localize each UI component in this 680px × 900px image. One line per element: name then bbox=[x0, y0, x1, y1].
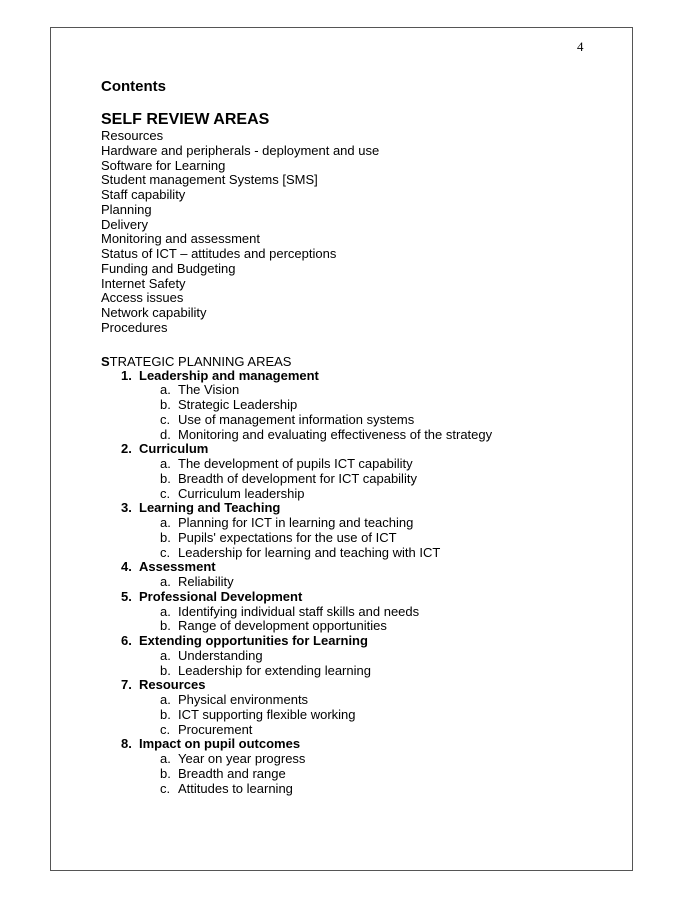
self-review-item: Monitoring and assessment bbox=[101, 231, 260, 247]
section-title: Assessment bbox=[139, 559, 216, 575]
self-review-item: Staff capability bbox=[101, 187, 186, 202]
strategic-subitem bbox=[101, 723, 492, 738]
strategic-section bbox=[101, 590, 492, 605]
strategic-section bbox=[101, 369, 492, 384]
self-review-item: Resources bbox=[101, 128, 164, 143]
strategic-section bbox=[101, 737, 492, 752]
subitem-letter: d. bbox=[160, 426, 171, 442]
strategic-subitem bbox=[101, 413, 492, 428]
strategic-list bbox=[101, 369, 492, 797]
subitem-text: Range of development opportunities bbox=[178, 618, 387, 634]
subitem-text: Reliability bbox=[178, 574, 234, 589]
contents bbox=[101, 78, 492, 796]
section-number: 4. bbox=[121, 559, 132, 575]
self-review-heading: SELF REVIEW AREAS bbox=[101, 111, 270, 128]
strategic-section bbox=[101, 560, 492, 575]
section-number: 7. bbox=[121, 677, 132, 693]
subitem-letter: c. bbox=[160, 485, 171, 501]
subitem-text: Understanding bbox=[178, 647, 263, 663]
subitem-letter: b. bbox=[160, 706, 171, 722]
subitem-letter: a. bbox=[160, 603, 171, 619]
strategic-subitem bbox=[101, 531, 492, 546]
subitem-text: Use of management information systems bbox=[178, 411, 415, 427]
strategic-heading: STRATEGIC PLANNING AREAS bbox=[101, 353, 292, 369]
subitem-text: The Vision bbox=[178, 382, 240, 398]
section-number: 1. bbox=[121, 367, 132, 383]
section-title: Impact on pupil outcomes bbox=[139, 736, 301, 752]
subitem-letter: c. bbox=[160, 780, 171, 796]
strategic-subitem bbox=[101, 767, 492, 782]
strategic-section bbox=[101, 501, 492, 516]
subitem-letter: b. bbox=[160, 529, 171, 545]
subitem-text: Strategic Leadership bbox=[178, 397, 298, 412]
subitem-letter: a. bbox=[160, 515, 171, 530]
subitem-text: Procurement bbox=[178, 721, 253, 737]
subitem-letter: a. bbox=[160, 647, 171, 663]
self-review-list bbox=[101, 129, 492, 336]
subitem-text: Pupils' expectations for the use of ICT bbox=[178, 529, 397, 545]
subitem-letter: a. bbox=[160, 382, 171, 398]
self-review-item: Network capability bbox=[101, 305, 207, 320]
section-title: Professional Development bbox=[139, 588, 303, 604]
self-review-item: Internet Safety bbox=[101, 275, 186, 291]
strategic-subitem bbox=[101, 605, 492, 620]
strategic-subitem bbox=[101, 428, 492, 443]
subitem-letter: b. bbox=[160, 618, 171, 634]
strategic-subitem bbox=[101, 752, 492, 767]
subitem-text: Year on year progress bbox=[178, 751, 306, 766]
section-title: Learning and Teaching bbox=[139, 500, 281, 516]
strategic-subitem bbox=[101, 546, 492, 561]
section-number: 6. bbox=[121, 633, 132, 648]
section-title: Resources bbox=[139, 677, 206, 693]
subitem-letter: b. bbox=[160, 662, 171, 678]
subitem-letter: a. bbox=[160, 751, 171, 766]
subitem-letter: b. bbox=[160, 470, 171, 486]
subitem-letter: c. bbox=[160, 544, 171, 560]
strategic-subitem bbox=[101, 782, 492, 797]
strategic-subitem bbox=[101, 619, 492, 634]
strategic-section bbox=[101, 634, 492, 649]
strategic-subitem bbox=[101, 708, 492, 723]
self-review-item: Funding and Budgeting bbox=[101, 260, 236, 276]
subitem-letter: a. bbox=[160, 456, 171, 471]
strategic-subitem bbox=[101, 472, 492, 487]
subitem-text: Identifying individual staff skills and needs bbox=[178, 603, 420, 619]
subitem-text: ICT supporting flexible working bbox=[178, 706, 356, 722]
self-review-item: Planning bbox=[101, 201, 152, 217]
subitem-text: Curriculum leadership bbox=[178, 485, 305, 501]
subitem-text: Attitudes to learning bbox=[178, 780, 293, 796]
subitem-letter: a. bbox=[160, 574, 171, 589]
subitem-text: Breadth and range bbox=[178, 765, 286, 781]
page-number: 4 bbox=[577, 39, 584, 54]
subitem-text: Breadth of development for ICT capability bbox=[178, 470, 417, 486]
contents-title: Contents bbox=[101, 78, 166, 95]
self-review-item: Status of ICT – attitudes and perceptions bbox=[101, 246, 337, 261]
strategic-subitem bbox=[101, 457, 492, 472]
section-title: Curriculum bbox=[139, 441, 209, 457]
strategic-subitem bbox=[101, 693, 492, 708]
strategic-subitem bbox=[101, 383, 492, 398]
strategic-section bbox=[101, 442, 492, 457]
strategic-subitem bbox=[101, 649, 492, 664]
subitem-text: Physical environments bbox=[178, 692, 309, 707]
section-title: Leadership and management bbox=[139, 367, 319, 383]
strategic-subitem bbox=[101, 575, 492, 590]
self-review-item: Student management Systems [SMS] bbox=[101, 172, 318, 188]
subitem-text: Leadership for learning and teaching with ICT bbox=[178, 544, 441, 560]
subitem-letter: c. bbox=[160, 721, 171, 737]
self-review-item: Software for Learning bbox=[101, 157, 226, 173]
subitem-letter: b. bbox=[160, 765, 171, 781]
subitem-letter: a. bbox=[160, 692, 171, 707]
subitem-text: Planning for ICT in learning and teaching bbox=[178, 515, 414, 530]
section-number: 2. bbox=[121, 441, 132, 457]
strategic-subitem bbox=[101, 487, 492, 502]
subitem-text: Monitoring and evaluating effectiveness of the strategy bbox=[178, 426, 493, 442]
section-number: 8. bbox=[121, 736, 132, 752]
section-number: 5. bbox=[121, 588, 132, 604]
section-title: Extending opportunities for Learning bbox=[139, 633, 368, 648]
strategic-subitem bbox=[101, 516, 492, 531]
subitem-text: The development of pupils ICT capability bbox=[178, 456, 413, 471]
self-review-item: Procedures bbox=[101, 319, 168, 335]
strategic-section bbox=[101, 678, 492, 693]
strategic-subitem bbox=[101, 664, 492, 679]
strategic-subitem bbox=[101, 398, 492, 413]
self-review-item: Access issues bbox=[101, 290, 184, 306]
subitem-text: Leadership for extending learning bbox=[178, 662, 371, 678]
subitem-letter: c. bbox=[160, 411, 171, 427]
subitem-letter: b. bbox=[160, 397, 171, 412]
self-review-item: Hardware and peripherals - deployment and use bbox=[101, 142, 380, 158]
section-number: 3. bbox=[121, 500, 132, 516]
self-review-item: Delivery bbox=[101, 216, 148, 232]
